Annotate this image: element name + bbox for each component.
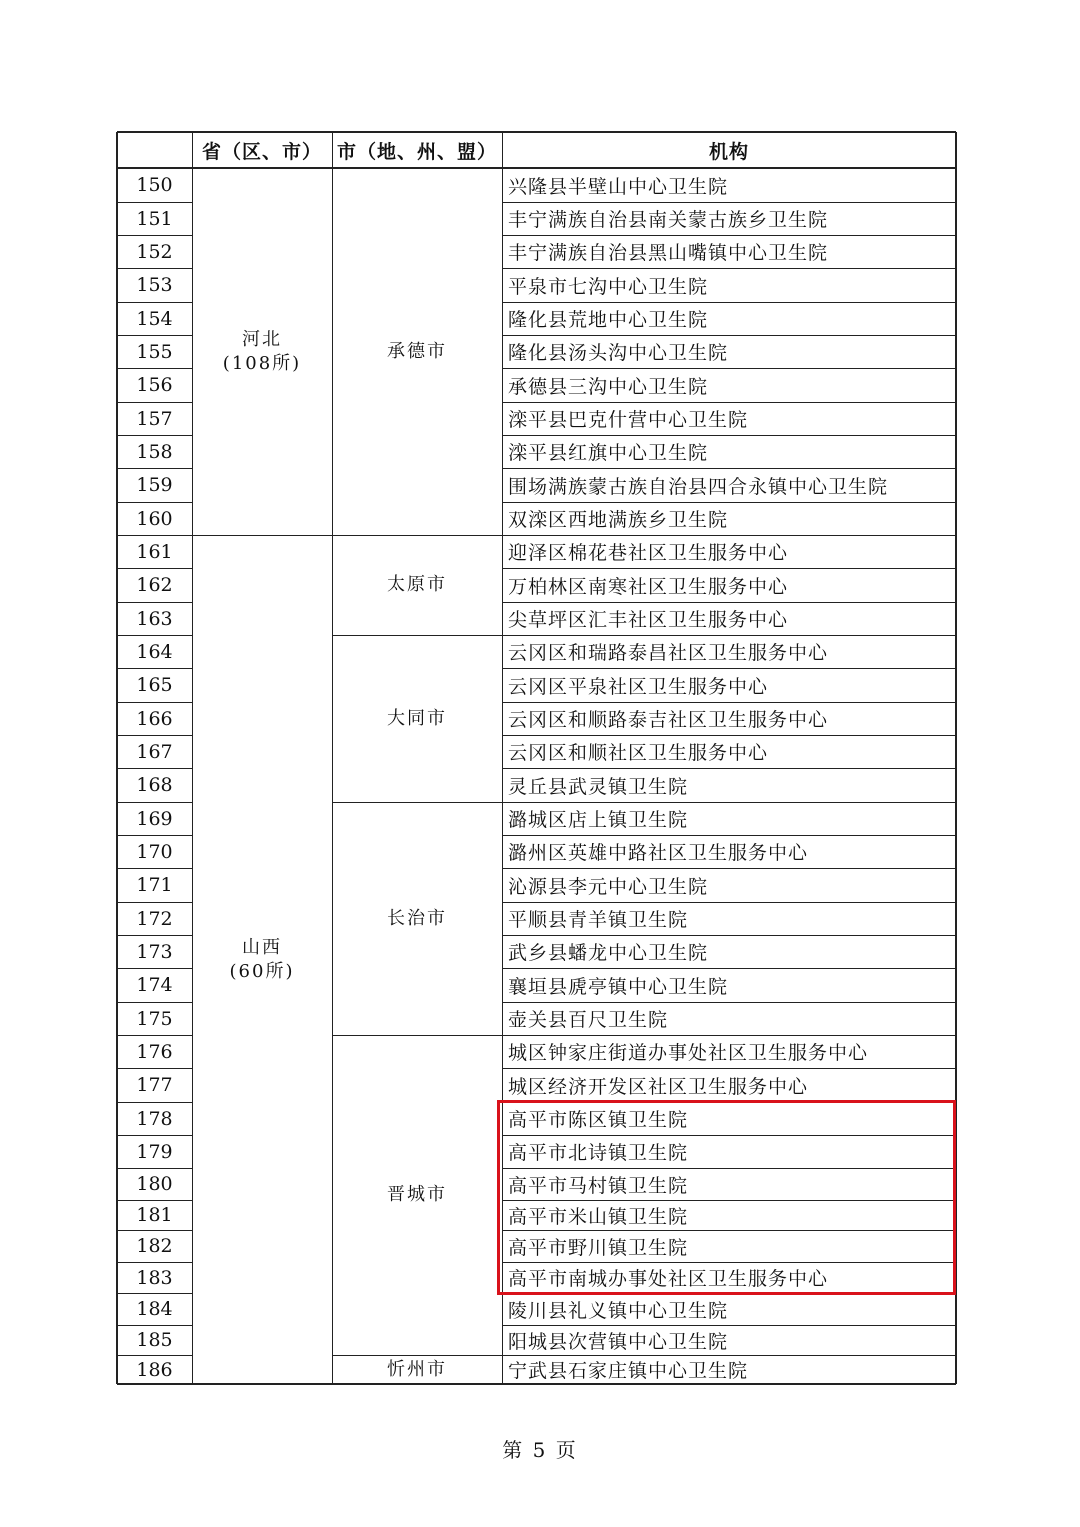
- institution-name: 高平市北诗镇卫生院: [508, 1142, 689, 1164]
- table-rule: [117, 235, 192, 236]
- table-rule: [502, 568, 956, 569]
- row-number: 180: [136, 1173, 173, 1195]
- province-name: 山西: [242, 936, 282, 958]
- row-number: 172: [136, 907, 173, 930]
- institution-name: 丰宁满族自治县南关蒙古族乡卫生院: [508, 209, 829, 231]
- table-rule: [117, 1002, 192, 1003]
- institution-name: 围场满族蒙古族自治县四合永镇中心卫生院: [508, 475, 889, 498]
- row-number: 175: [136, 1007, 173, 1030]
- row-number: 156: [136, 374, 173, 396]
- highlight-box: [497, 1100, 956, 1295]
- table-rule: [117, 1068, 192, 1069]
- institution-name: 丰宁满族自治县黑山嘴镇中心卫生院: [508, 242, 829, 264]
- row-number: 177: [136, 1074, 173, 1096]
- table-rule: [117, 468, 192, 469]
- table-rule: [502, 402, 956, 403]
- city-cell: 太原市: [387, 574, 447, 595]
- row-number: 185: [136, 1329, 173, 1351]
- table-rule: [117, 1168, 192, 1169]
- table-rule: [502, 1355, 956, 1356]
- page-number: 第 5 页: [502, 1438, 578, 1462]
- table-rule: [502, 1035, 956, 1036]
- table-rule: [502, 502, 956, 503]
- institution-name: 滦平县巴克什营中心卫生院: [508, 409, 749, 431]
- table-rule: [117, 1035, 192, 1036]
- table-rule: [117, 902, 192, 903]
- table-rule: [117, 968, 192, 969]
- column-header-city: 市（地、州、盟）: [336, 140, 497, 163]
- row-number: 171: [136, 874, 173, 896]
- row-number: 174: [136, 974, 173, 996]
- row-number: 155: [136, 340, 173, 363]
- institution-name: 阳城县次营镇中心卫生院: [508, 1330, 729, 1353]
- row-number: 181: [136, 1204, 173, 1226]
- institution-name: 宁武县石家庄镇中心卫生院: [508, 1360, 749, 1382]
- table-rule: [502, 302, 956, 303]
- institution-name: 承德县三沟中心卫生院: [508, 375, 709, 398]
- institution-name: 隆化县汤头沟中心卫生院: [508, 342, 729, 364]
- table-rule: [117, 202, 192, 203]
- row-number: 152: [136, 240, 173, 263]
- table-rule: [117, 802, 192, 803]
- table-rule: [502, 835, 956, 836]
- table-rule: [117, 131, 956, 133]
- row-number: 182: [136, 1235, 173, 1257]
- row-number: 166: [136, 707, 173, 730]
- institution-name: 云冈区和顺路泰吉社区卫生服务中心: [508, 709, 829, 731]
- row-number: 163: [136, 607, 173, 630]
- table-rule: [117, 268, 192, 269]
- row-number: 160: [136, 507, 173, 530]
- table-rule: [117, 768, 192, 769]
- table-rule: [502, 268, 956, 269]
- row-number: 184: [136, 1298, 173, 1320]
- row-number: 178: [136, 1107, 173, 1130]
- table-rule: [502, 802, 956, 803]
- table-rule: [117, 668, 192, 669]
- institution-name: 沁源县李元中心卫生院: [508, 875, 709, 898]
- province-cell: [192, 168, 332, 535]
- table-rule: [502, 335, 956, 336]
- city-cell: 大同市: [387, 707, 447, 729]
- table-rule: [117, 868, 192, 869]
- table-rule: [117, 1102, 192, 1103]
- table-rule: [117, 602, 192, 603]
- table-rule: [117, 1325, 192, 1326]
- row-number: 151: [136, 207, 173, 230]
- table-rule: [192, 132, 193, 1384]
- city-cell: 长治市: [387, 907, 447, 929]
- institution-name: 尖草坪区汇丰社区卫生服务中心: [508, 609, 789, 631]
- city-cell: 承德市: [387, 340, 447, 362]
- table-rule: [192, 535, 332, 536]
- table-rule: [502, 468, 956, 469]
- table-rule: [117, 302, 192, 303]
- table-rule: [502, 1002, 956, 1003]
- table-rule: [117, 167, 956, 169]
- row-number: 167: [136, 740, 173, 763]
- column-header-province: 省（区、市）: [201, 140, 322, 163]
- institution-name: 潞州区英雄中路社区卫生服务中心: [508, 842, 809, 864]
- province-cell: [192, 535, 332, 1384]
- institution-name: 陵川县礼义镇中心卫生院: [508, 1299, 729, 1322]
- table-rule: [502, 1325, 956, 1326]
- column-header-index: [117, 132, 192, 168]
- institution-name: 云冈区和瑞路泰昌社区卫生服务中心: [508, 642, 829, 664]
- table-rule: [502, 368, 956, 369]
- institution-name: 高平市米山镇卫生院: [508, 1205, 689, 1228]
- table-rule: [117, 1230, 192, 1231]
- row-number: 159: [136, 474, 173, 496]
- table-rule: [502, 535, 956, 536]
- table-rule: [332, 802, 502, 803]
- table-rule: [332, 635, 502, 636]
- institution-name: 平泉市七沟中心卫生院: [508, 275, 709, 298]
- table-rule: [117, 1262, 192, 1263]
- institution-name: 灵丘县武灵镇卫生院: [508, 775, 689, 798]
- row-number: 168: [136, 774, 173, 796]
- table-rule: [502, 202, 956, 203]
- institution-name: 双滦区西地满族乡卫生院: [508, 509, 729, 531]
- row-number: 183: [136, 1266, 173, 1289]
- row-number: 157: [136, 407, 173, 430]
- row-number: 170: [136, 840, 173, 863]
- row-number: 154: [136, 307, 173, 330]
- province-count: (60所): [229, 960, 295, 982]
- table-rule: [117, 1135, 192, 1136]
- table-rule: [117, 435, 192, 436]
- institution-name: 兴隆县半壁山中心卫生院: [508, 175, 729, 198]
- row-number: 158: [136, 440, 173, 463]
- institution-name: 高平市南城办事处社区卫生服务中心: [508, 1268, 829, 1290]
- table-rule: [502, 935, 956, 936]
- institution-name: 高平市马村镇卫生院: [508, 1174, 689, 1197]
- table-rule: [502, 668, 956, 669]
- table-rule: [117, 535, 192, 536]
- institution-name: 高平市陈区镇卫生院: [508, 1109, 689, 1131]
- row-number: 173: [136, 940, 173, 963]
- table-rule: [502, 968, 956, 969]
- row-number: 161: [136, 540, 173, 563]
- table-rule: [117, 835, 192, 836]
- table-rule: [117, 735, 192, 736]
- institution-name: 城区经济开发区社区卫生服务中心: [508, 1075, 809, 1098]
- row-number: 150: [136, 174, 173, 196]
- institution-name: 城区钟家庄街道办事处社区卫生服务中心: [508, 1042, 869, 1064]
- institution-name: 云冈区平泉社区卫生服务中心: [508, 675, 769, 698]
- table-rule: [117, 1383, 956, 1385]
- table-rule: [502, 768, 956, 769]
- table-rule: [117, 1200, 192, 1201]
- institution-name: 平顺县青羊镇卫生院: [508, 909, 689, 931]
- table-rule: [332, 132, 333, 1384]
- institution-name: 高平市野川镇卫生院: [508, 1236, 689, 1259]
- province-count: (108所): [222, 352, 302, 374]
- row-number: 186: [136, 1358, 173, 1381]
- table-rule: [117, 1355, 192, 1356]
- table-rule: [117, 935, 192, 936]
- row-number: 165: [136, 674, 173, 696]
- institution-name: 万柏林区南寒社区卫生服务中心: [508, 575, 789, 598]
- table-rule: [502, 868, 956, 869]
- column-header-institution: 机构: [708, 140, 749, 163]
- province-name: 河北: [242, 328, 282, 350]
- row-number: 179: [136, 1140, 173, 1163]
- table-rule: [502, 735, 956, 736]
- table-rule: [502, 435, 956, 436]
- institution-name: 滦平县红旗中心卫生院: [508, 442, 709, 464]
- table-rule: [502, 602, 956, 603]
- institution-name: 潞城区店上镇卫生院: [508, 809, 689, 831]
- city-cell: 忻州市: [387, 1358, 447, 1380]
- row-number: 164: [136, 640, 173, 663]
- institution-name: 襄垣县虒亭镇中心卫生院: [508, 975, 729, 998]
- table-rule: [502, 1068, 956, 1069]
- table-rule: [116, 132, 118, 1384]
- institution-name: 迎泽区棉花巷社区卫生服务中心: [508, 542, 789, 564]
- institution-name: 隆化县荒地中心卫生院: [508, 309, 709, 331]
- table-rule: [332, 535, 502, 536]
- table-rule: [332, 1355, 502, 1356]
- table-rule: [117, 335, 192, 336]
- row-number: 169: [136, 807, 173, 830]
- city-cell: 晋城市: [387, 1184, 447, 1205]
- table-rule: [502, 635, 956, 636]
- table-rule: [117, 402, 192, 403]
- institution-name: 武乡县蟠龙中心卫生院: [508, 942, 709, 964]
- table-rule: [502, 902, 956, 903]
- table-rule: [117, 635, 192, 636]
- table-rule: [117, 1293, 192, 1294]
- table-rule: [502, 235, 956, 236]
- institution-name: 云冈区和顺社区卫生服务中心: [508, 742, 769, 764]
- table-rule: [117, 368, 192, 369]
- table-rule: [117, 568, 192, 569]
- row-number: 162: [136, 574, 173, 596]
- table-rule: [117, 502, 192, 503]
- row-number: 153: [136, 274, 173, 296]
- institution-name: 壶关县百尺卫生院: [508, 1009, 669, 1031]
- row-number: 176: [136, 1040, 173, 1063]
- table-rule: [502, 702, 956, 703]
- table-rule: [332, 1035, 502, 1036]
- table-rule: [117, 702, 192, 703]
